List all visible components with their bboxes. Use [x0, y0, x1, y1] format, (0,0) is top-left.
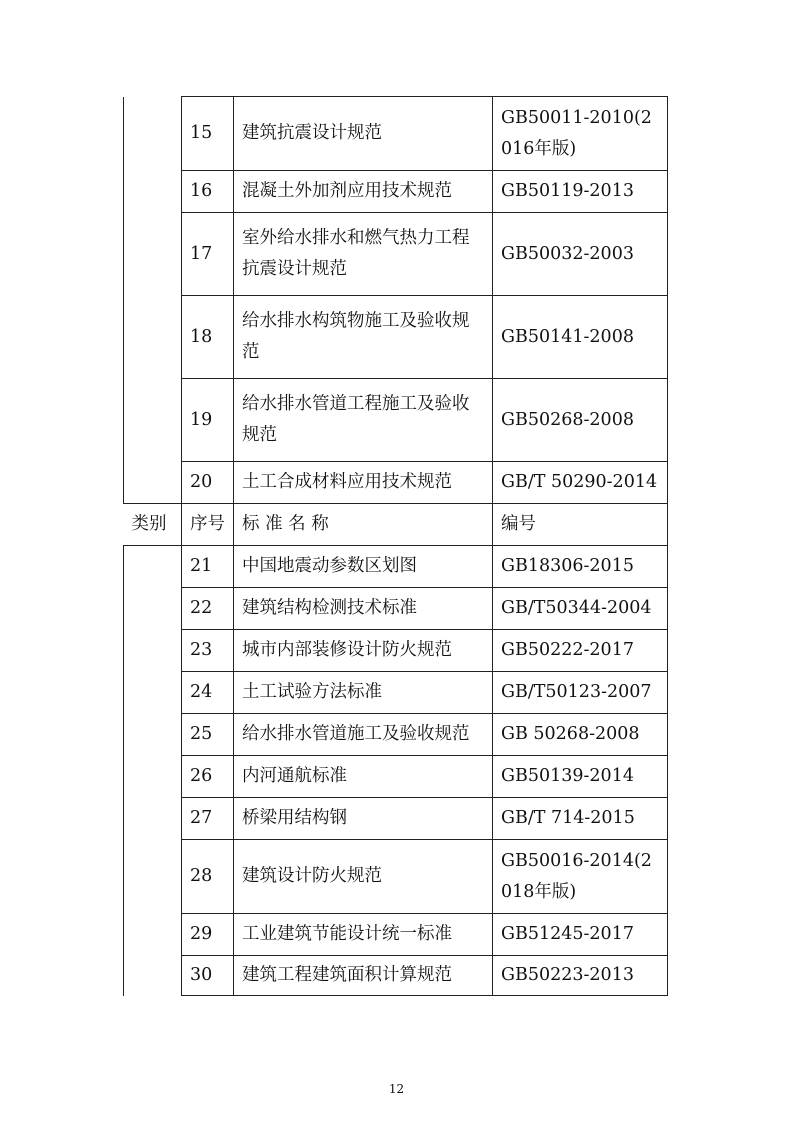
table-row	[124, 588, 668, 630]
row-number: 19	[182, 379, 234, 462]
row-number: 21	[182, 546, 234, 588]
table-row	[124, 798, 668, 840]
standard-code: GB50032-2003	[493, 213, 668, 296]
standard-name: 内河通航标准	[234, 756, 493, 798]
table-row	[124, 171, 668, 213]
standard-name: 建筑结构检测技术标准	[234, 588, 493, 630]
standard-code: GB50119-2013	[493, 171, 668, 213]
standard-name: 建筑设计防火规范	[234, 840, 493, 914]
table-header-row	[124, 504, 668, 546]
row-number: 15	[182, 97, 234, 171]
standard-name: 给水排水管道施工及验收规范	[234, 714, 493, 756]
standard-code: GB50141-2008	[493, 296, 668, 379]
table-row	[124, 756, 668, 798]
row-number: 22	[182, 588, 234, 630]
table-row	[124, 546, 668, 588]
table-row	[124, 296, 668, 379]
row-number: 17	[182, 213, 234, 296]
standard-code: GB50016-2014(2018年版)	[493, 840, 668, 914]
header-number: 序号	[182, 504, 234, 546]
row-number: 23	[182, 630, 234, 672]
row-number: 26	[182, 756, 234, 798]
table-row	[124, 956, 668, 996]
row-number: 16	[182, 171, 234, 213]
table-row	[124, 630, 668, 672]
standard-name: 土工试验方法标准	[234, 672, 493, 714]
standard-name: 建筑抗震设计规范	[234, 97, 493, 171]
standard-code: GB/T50123-2007	[493, 672, 668, 714]
standard-name: 建筑工程建筑面积计算规范	[234, 956, 493, 996]
category-cell-empty	[124, 97, 182, 504]
table-row	[124, 714, 668, 756]
standard-code: GB50222-2017	[493, 630, 668, 672]
row-number: 20	[182, 462, 234, 504]
table-row	[124, 672, 668, 714]
table-row	[124, 462, 668, 504]
table-row	[124, 914, 668, 956]
standard-name: 室外给水排水和燃气热力工程抗震设计规范	[234, 213, 493, 296]
row-number: 25	[182, 714, 234, 756]
row-number: 24	[182, 672, 234, 714]
standard-code: GB 50268-2008	[493, 714, 668, 756]
standard-code: GB50139-2014	[493, 756, 668, 798]
standard-code: GB50223-2013	[493, 956, 668, 996]
page-number: 12	[388, 1082, 405, 1096]
standard-name: 中国地震动参数区划图	[234, 546, 493, 588]
standards-table	[123, 96, 668, 996]
row-number: 30	[182, 956, 234, 996]
row-number: 28	[182, 840, 234, 914]
header-category: 类别	[124, 504, 182, 546]
standard-name: 桥梁用结构钢	[234, 798, 493, 840]
row-number: 29	[182, 914, 234, 956]
standard-code: GB18306-2015	[493, 546, 668, 588]
standard-code: GB/T50344-2004	[493, 588, 668, 630]
row-number: 18	[182, 296, 234, 379]
standard-name: 给水排水管道工程施工及验收规范	[234, 379, 493, 462]
category-cell-empty	[124, 546, 182, 996]
table-row	[124, 379, 668, 462]
standard-code: GB/T 50290-2014	[493, 462, 668, 504]
table-row	[124, 97, 668, 171]
standard-code: GB50268-2008	[493, 379, 668, 462]
standard-name: 土工合成材料应用技术规范	[234, 462, 493, 504]
table-row	[124, 213, 668, 296]
standard-name: 城市内部装修设计防火规范	[234, 630, 493, 672]
standard-code: GB/T 714-2015	[493, 798, 668, 840]
standard-name: 给水排水构筑物施工及验收规范	[234, 296, 493, 379]
header-name: 标 准 名 称	[234, 504, 493, 546]
standard-code: GB51245-2017	[493, 914, 668, 956]
header-code: 编号	[493, 504, 668, 546]
row-number: 27	[182, 798, 234, 840]
standard-name: 混凝土外加剂应用技术规范	[234, 171, 493, 213]
standard-name: 工业建筑节能设计统一标准	[234, 914, 493, 956]
standard-code: GB50011-2010(2016年版)	[493, 97, 668, 171]
table-row	[124, 840, 668, 914]
